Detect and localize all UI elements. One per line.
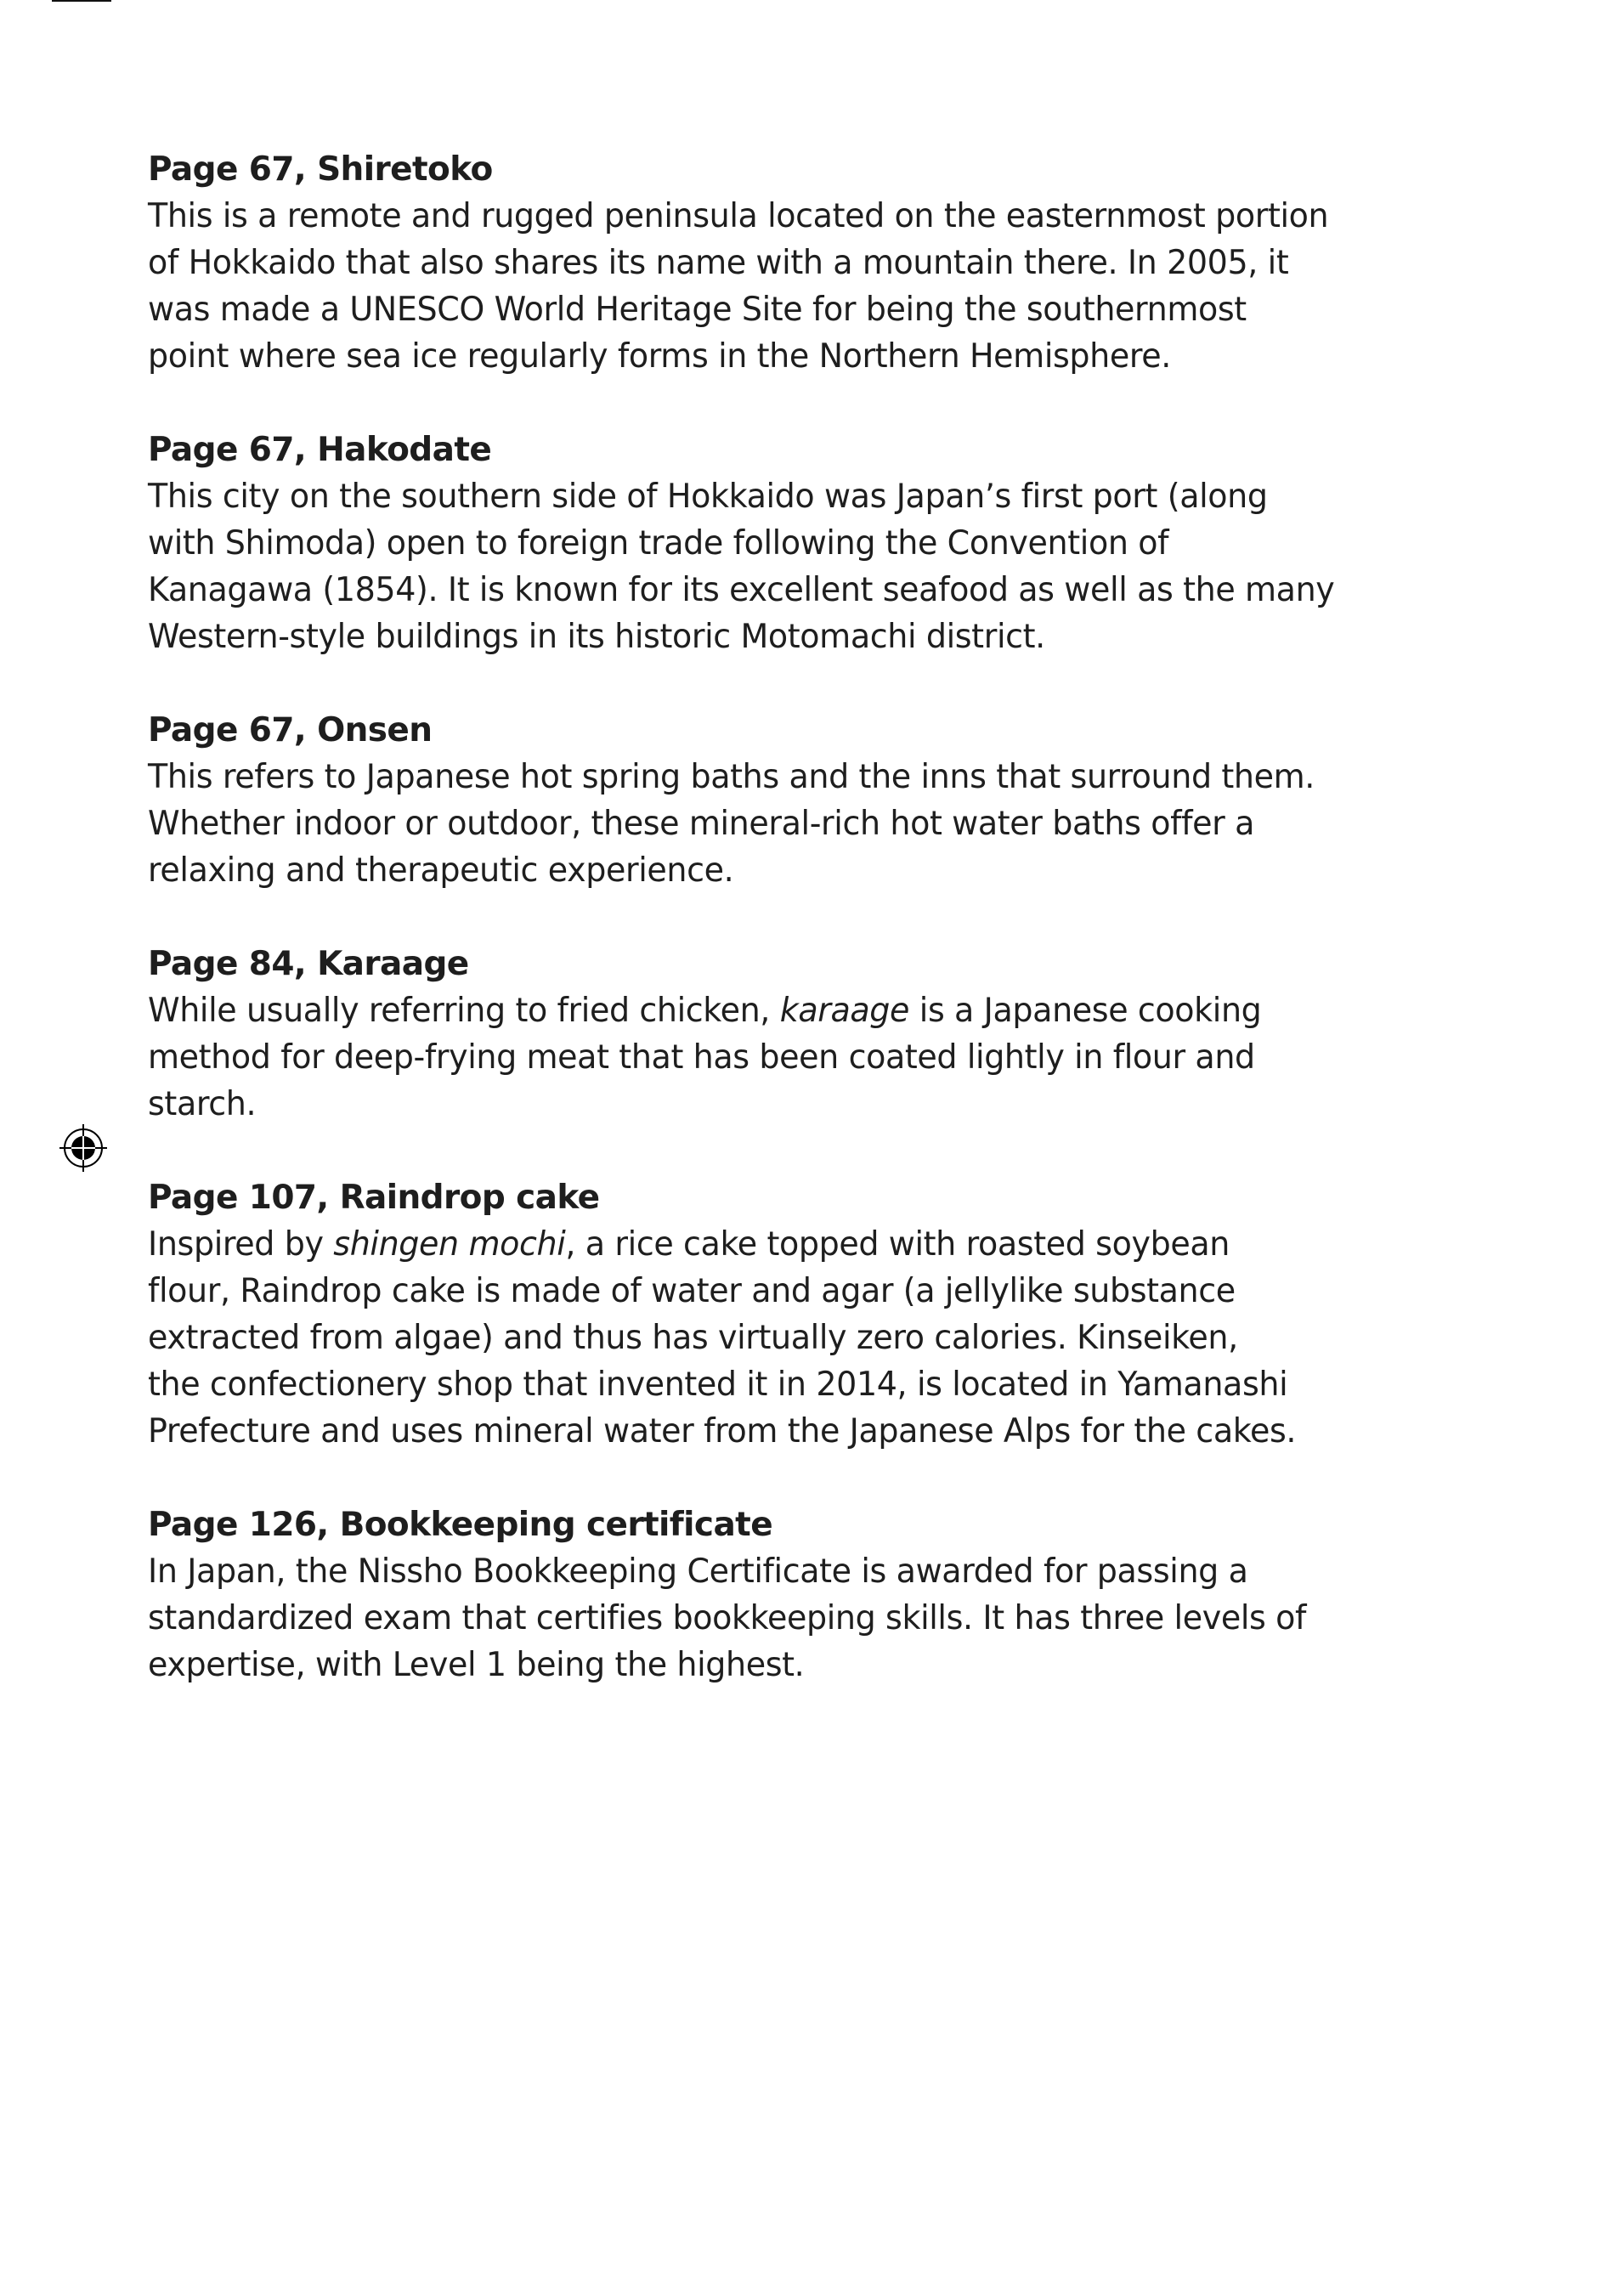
text-run: expertise, with Level 1 being the highest. xyxy=(148,1646,805,1684)
text-run: Inspired by xyxy=(148,1225,334,1264)
text-run: the confectionery shop that invented it in 2014, is located in Yamanashi xyxy=(148,1366,1288,1404)
entry-body xyxy=(148,1221,1507,1455)
text-run: of Hokkaido that also shares its name with a mountain there. In 2005, it xyxy=(148,244,1289,282)
entry-body xyxy=(148,473,1507,660)
body-line xyxy=(148,1315,1473,1361)
body-line xyxy=(148,754,1473,800)
body-line xyxy=(148,473,1473,520)
glossary-entry xyxy=(148,941,1507,1128)
text-run: extracted from algae) and thus has virtually zero calories. Kinseiken, xyxy=(148,1319,1238,1357)
body-line xyxy=(148,614,1473,660)
entry-heading: Page 67, Hakodate xyxy=(148,431,492,469)
entry-body xyxy=(148,987,1507,1128)
body-line xyxy=(148,520,1473,567)
text-run: This is a remote and rugged peninsula located on the easternmost portion xyxy=(148,197,1329,235)
body-line xyxy=(148,1268,1473,1315)
text-run: starch. xyxy=(148,1085,257,1123)
text-run: Prefecture and uses mineral water from the Japanese Alps for the cakes. xyxy=(148,1412,1297,1451)
text-run: flour, Raindrop cake is made of water and agar (a jellylike substance xyxy=(148,1272,1236,1310)
text-run: is a Japanese cooking xyxy=(909,992,1262,1030)
body-line xyxy=(148,1034,1473,1081)
glossary-notes xyxy=(148,146,1507,1735)
body-line xyxy=(148,1642,1473,1688)
text-run: Kanagawa (1854). It is known for its excellent seafood as well as the many xyxy=(148,571,1335,609)
text-run: standardized exam that certifies bookkeeping skills. It has three levels of xyxy=(148,1599,1307,1637)
entry-body xyxy=(148,754,1507,894)
text-run: Whether indoor or outdoor, these mineral-rich hot water baths offer a xyxy=(148,805,1254,843)
text-run: point where sea ice regularly forms in the Northern Hemisphere. xyxy=(148,337,1172,376)
text-run: method for deep-frying meat that has been coated lightly in flour and xyxy=(148,1038,1255,1077)
body-line xyxy=(148,1595,1473,1642)
text-run: was made a UNESCO World Heritage Site for being the southernmost xyxy=(148,291,1247,329)
text-run: This city on the southern side of Hokkaido was Japan’s first port (along xyxy=(148,478,1268,516)
entry-heading: Page 67, Shiretoko xyxy=(148,150,493,189)
entry-body xyxy=(148,193,1507,380)
text-run: Western-style buildings in its historic Motomachi district. xyxy=(148,618,1045,656)
body-line xyxy=(148,1081,1473,1128)
body-line xyxy=(148,1221,1473,1268)
body-line xyxy=(148,567,1473,614)
body-line xyxy=(148,800,1473,847)
registration-mark-icon xyxy=(59,1124,107,1172)
glossary-entry xyxy=(148,146,1507,380)
text-run: In Japan, the Nissho Bookkeeping Certificate is awarded for passing a xyxy=(148,1552,1248,1591)
entry-heading: Page 107, Raindrop cake xyxy=(148,1179,600,1217)
glossary-entry xyxy=(148,707,1507,894)
entry-body xyxy=(148,1548,1507,1688)
crop-mark xyxy=(52,0,111,2)
body-line xyxy=(148,333,1473,380)
glossary-entry xyxy=(148,427,1507,660)
body-line xyxy=(148,240,1473,286)
italic-term: karaage xyxy=(779,992,910,1030)
text-run: , a rice cake topped with roasted soybean xyxy=(565,1225,1230,1264)
body-line xyxy=(148,847,1473,894)
body-line xyxy=(148,1361,1473,1408)
text-run: While usually referring to fried chicken, xyxy=(148,992,780,1030)
body-line xyxy=(148,987,1473,1034)
entry-heading: Page 84, Karaage xyxy=(148,945,469,983)
entry-heading: Page 126, Bookkeeping certificate xyxy=(148,1506,773,1544)
entry-heading: Page 67, Onsen xyxy=(148,711,433,749)
body-line xyxy=(148,193,1473,240)
text-run: relaxing and therapeutic experience. xyxy=(148,851,734,890)
body-line xyxy=(148,1408,1473,1455)
glossary-entry xyxy=(148,1501,1507,1688)
glossary-entry xyxy=(148,1174,1507,1455)
body-line xyxy=(148,286,1473,333)
text-run: This refers to Japanese hot spring baths and the inns that surround them. xyxy=(148,758,1315,796)
italic-term: shingen mochi xyxy=(333,1225,566,1264)
body-line xyxy=(148,1548,1473,1595)
text-run: with Shimoda) open to foreign trade following the Convention of xyxy=(148,524,1169,563)
